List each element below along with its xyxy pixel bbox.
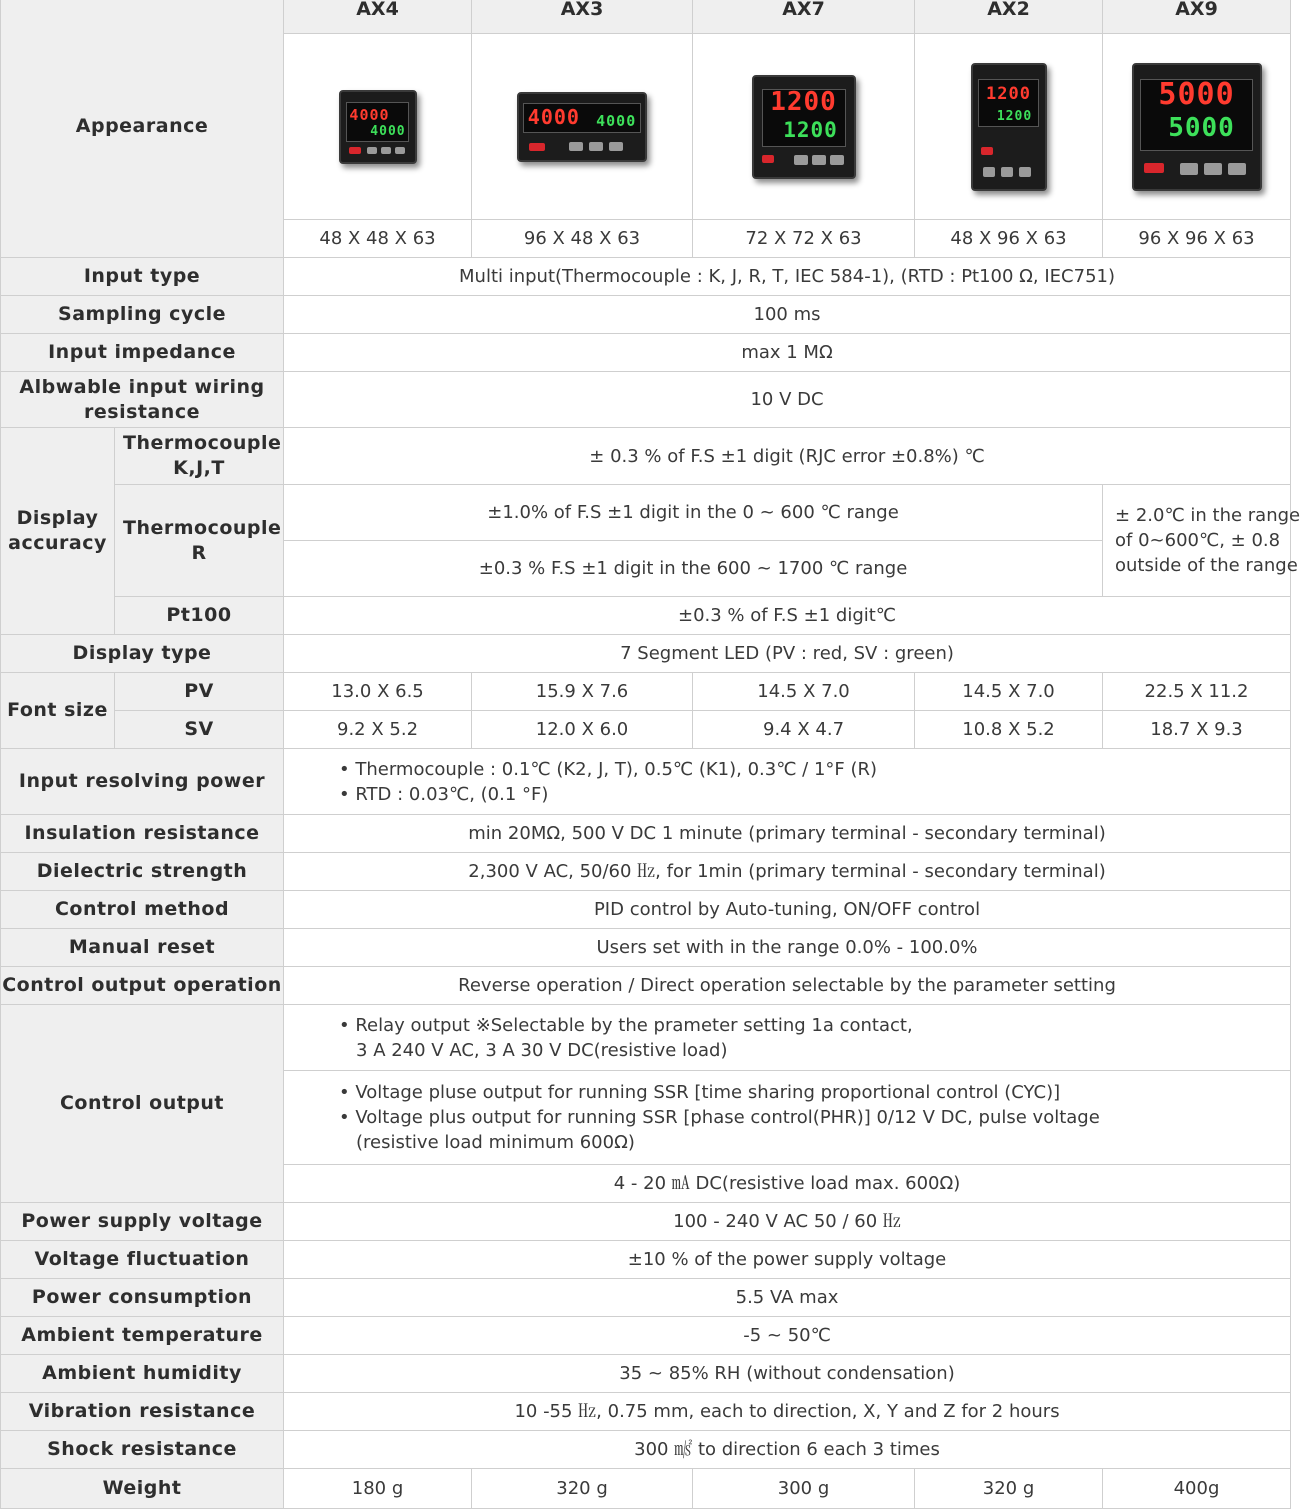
model-header-ax9: AX9 <box>1103 0 1291 34</box>
dielectric-value: 2,300 V AC, 50/60 ㎐, for 1min (primary terminal - secondary terminal) <box>284 853 1291 891</box>
dielectric-label: Dielectric strength <box>1 853 284 891</box>
control-output-relay: • Relay output ※Selectable by the prameter setting 1a contact, 3 A 240 V AC, 3 A 30 V DC(resistive load) <box>284 1005 1291 1071</box>
font-size-label: Font size <box>1 673 115 749</box>
font-size-sv-ax9: 18.7 X 9.3 <box>1103 711 1291 749</box>
weight-ax4: 180 g <box>284 1469 472 1509</box>
ambient-humidity-label: Ambient humidity <box>1 1355 284 1393</box>
font-size-pv-ax3: 15.9 X 7.6 <box>472 673 693 711</box>
control-method-value: PID control by Auto-tuning, ON/OFF control <box>284 891 1291 929</box>
thermocouple-r-ax9-value: ± 2.0℃ in the range of 0~600℃, ± 0.8 outside of the range <box>1103 485 1291 597</box>
control-output-current: 4 - 20 ㎃ DC(resistive load max. 600Ω) <box>284 1165 1291 1203</box>
weight-ax7: 300 g <box>693 1469 915 1509</box>
display-type-value: 7 Segment LED (PV : red, SV : green) <box>284 635 1291 673</box>
vibration-label: Vibration resistance <box>1 1393 284 1431</box>
input-impedance-value: max 1 MΩ <box>284 334 1291 372</box>
size-ax9: 96 X 96 X 63 <box>1103 220 1291 258</box>
size-ax3: 96 X 48 X 63 <box>472 220 693 258</box>
weight-ax9: 400g <box>1103 1469 1291 1509</box>
input-impedance-label: Input impedance <box>1 334 284 372</box>
model-header-ax3: AX3 <box>472 0 693 34</box>
shock-label: Shock resistance <box>1 1431 284 1469</box>
device-image-ax7: 1200 1200 <box>693 34 915 220</box>
thermocouple-r-value-low: ±1.0% of F.S ±1 digit in the 0 ~ 600 ℃ range <box>284 485 1103 541</box>
ambient-temp-value: -5 ~ 50℃ <box>284 1317 1291 1355</box>
model-header-ax2: AX2 <box>915 0 1103 34</box>
wiring-resistance-value: 10 V DC <box>284 372 1291 428</box>
manual-reset-label: Manual reset <box>1 929 284 967</box>
pt100-value: ±0.3 % of F.S ±1 digit℃ <box>284 597 1291 635</box>
input-type-label: Input type <box>1 258 284 296</box>
thermocouple-r-label: Thermocouple R <box>115 485 284 597</box>
insulation-value: min 20MΩ, 500 V DC 1 minute (primary terminal - secondary terminal) <box>284 815 1291 853</box>
power-consumption-value: 5.5 VA max <box>284 1279 1291 1317</box>
power-consumption-label: Power consumption <box>1 1279 284 1317</box>
size-ax7: 72 X 72 X 63 <box>693 220 915 258</box>
control-output-label: Control output <box>1 1005 284 1203</box>
manual-reset-value: Users set with in the range 0.0% - 100.0% <box>284 929 1291 967</box>
size-ax4: 48 X 48 X 63 <box>284 220 472 258</box>
device-image-ax4: 4000 4000 <box>284 34 472 220</box>
shock-value: 300 ㎨ to direction 6 each 3 times <box>284 1431 1291 1469</box>
voltage-fluct-label: Voltage fluctuation <box>1 1241 284 1279</box>
font-size-pv-ax4: 13.0 X 6.5 <box>284 673 472 711</box>
display-accuracy-label: Display accuracy <box>1 428 115 635</box>
model-header-ax7: AX7 <box>693 0 915 34</box>
wiring-resistance-label: Albwable input wiring resistance <box>1 372 284 428</box>
control-op-label: Control output operation <box>1 967 284 1005</box>
font-size-sv-ax7: 9.4 X 4.7 <box>693 711 915 749</box>
power-voltage-value: 100 - 240 V AC 50 / 60 ㎐ <box>284 1203 1291 1241</box>
device-image-ax9: 5000 5000 <box>1103 34 1291 220</box>
control-op-value: Reverse operation / Direct operation selectable by the parameter setting <box>284 967 1291 1005</box>
control-method-label: Control method <box>1 891 284 929</box>
font-size-pv-ax7: 14.5 X 7.0 <box>693 673 915 711</box>
display-type-label: Display type <box>1 635 284 673</box>
font-size-sv-ax4: 9.2 X 5.2 <box>284 711 472 749</box>
resolving-power-value: • Thermocouple : 0.1℃ (K2, J, T), 0.5℃ (K1), 0.3℃ / 1°F (R) • RTD : 0.03℃, (0.1 °F) <box>284 749 1291 815</box>
weight-ax2: 320 g <box>915 1469 1103 1509</box>
device-image-ax2: 1200 1200 <box>915 34 1103 220</box>
voltage-fluct-value: ±10 % of the power supply voltage <box>284 1241 1291 1279</box>
font-size-pv-ax9: 22.5 X 11.2 <box>1103 673 1291 711</box>
insulation-label: Insulation resistance <box>1 815 284 853</box>
resolving-power-label: Input resolving power <box>1 749 284 815</box>
thermocouple-r-value-high: ±0.3 % F.S ±1 digit in the 600 ~ 1700 ℃ range <box>284 541 1103 597</box>
font-size-sv-ax2: 10.8 X 5.2 <box>915 711 1103 749</box>
sampling-cycle-label: Sampling cycle <box>1 296 284 334</box>
font-size-sv-ax3: 12.0 X 6.0 <box>472 711 693 749</box>
input-type-value: Multi input(Thermocouple : K, J, R, T, IEC 584-1), (RTD : Pt100 Ω, IEC751) <box>284 258 1291 296</box>
thermocouple-kjt-value: ± 0.3 % of F.S ±1 digit (RJC error ±0.8%) ℃ <box>284 428 1291 485</box>
font-size-sv-label: SV <box>115 711 284 749</box>
weight-ax3: 320 g <box>472 1469 693 1509</box>
vibration-value: 10 -55 ㎐, 0.75 mm, each to direction, X, Y and Z for 2 hours <box>284 1393 1291 1431</box>
weight-label: Weight <box>1 1469 284 1509</box>
appearance-label: Appearance <box>1 0 284 258</box>
power-voltage-label: Power supply voltage <box>1 1203 284 1241</box>
model-header-ax4: AX4 <box>284 0 472 34</box>
control-output-ssr: • Voltage pluse output for running SSR [time sharing proportional control (CYC)] • Voltage plus output for running SSR [phase control(PHR)] 0/12 V DC, pulse voltage (resistive load minimum 600Ω) <box>284 1071 1291 1165</box>
ambient-temp-label: Ambient temperature <box>1 1317 284 1355</box>
size-ax2: 48 X 96 X 63 <box>915 220 1103 258</box>
ambient-humidity-value: 35 ~ 85% RH (without condensation) <box>284 1355 1291 1393</box>
device-image-ax3: 4000 4000 <box>472 34 693 220</box>
font-size-pv-label: PV <box>115 673 284 711</box>
thermocouple-kjt-label: Thermocouple K,J,T <box>115 428 284 485</box>
pt100-label: Pt100 <box>115 597 284 635</box>
font-size-pv-ax2: 14.5 X 7.0 <box>915 673 1103 711</box>
sampling-cycle-value: 100 ms <box>284 296 1291 334</box>
